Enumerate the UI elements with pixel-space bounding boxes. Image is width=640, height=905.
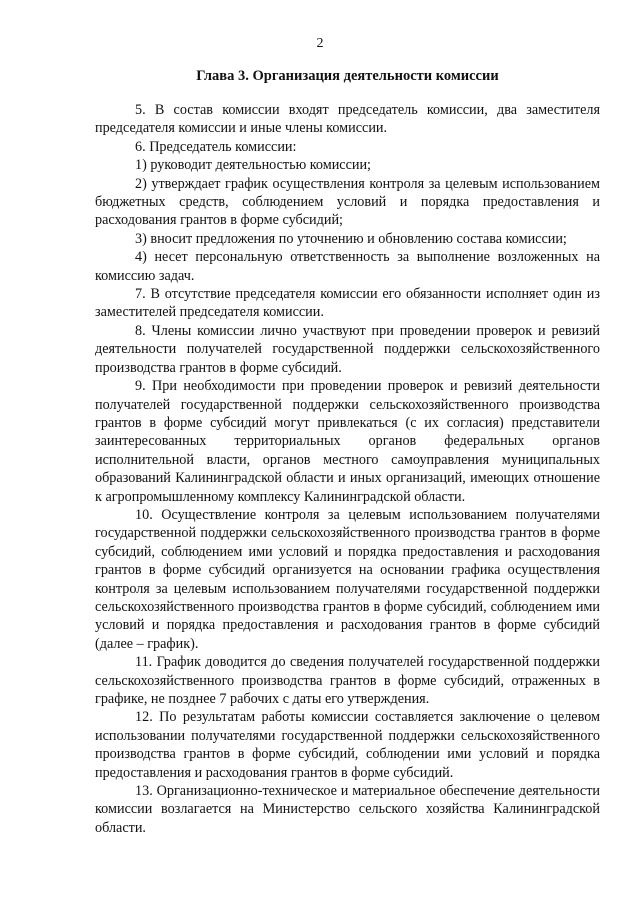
paragraph-6-item-2: 2) утверждает график осуществления контроля за целевым использованием бюджетных средств, соблюдением условий и порядка предоставления и расходования грантов в форме субсидий;	[95, 175, 600, 229]
paragraph-7: 7. В отсутствие председателя комиссии его обязанности исполняет один из заместителей председателя комиссии.	[95, 286, 600, 321]
paragraph-6-item-1: 1) руководит деятельностью комиссии;	[135, 157, 372, 174]
paragraph-6: 6. Председатель комиссии:	[135, 138, 297, 155]
paragraph-9: 9. При необходимости при проведении проверок и ревизий деятельности получателей государственной поддержки сельскохозяйственного производства грантов в форме субсидий могут привлекаться (с их согласия) представители заинтересованных территориальных органов федеральных органов исполнительной власти, органов местного самоуправления муниципальных образований Калининградской области и иных организаций, имеющих отношение к агропромышленному комплексу Калининградской области.	[95, 378, 600, 505]
page-number: 2	[316, 36, 324, 51]
paragraph-10: 10. Осуществление контроля за целевым использованием получателями государственной поддержки сельскохозяйственного производства грантов в форме субсидий, соблюдением ими условий и порядка предоставления и расходования грантов в форме субсидий организуется на основании графика осуществления контроля за целевым использованием получателями государственной поддержки сельскохозяйственного производства грантов в форме субсидий, соблюдением ими условий и порядка предоставления и расходования грантов в форме субсидий (далее – график).	[95, 506, 600, 652]
chapter-title: Глава 3. Организация деятельности комиссии	[196, 68, 499, 84]
paragraph-13: 13. Организационно-техническое и материальное обеспечение деятельности комиссии возлагается на Министерство сельского хозяйства Калининградской области.	[95, 783, 600, 836]
paragraph-5: 5. В состав комиссии входят председатель комиссии, два заместителя председателя комиссии и иные члены комиссии.	[95, 102, 600, 137]
paragraph-8: 8. Члены комиссии лично участвуют при проведении проверок и ревизий деятельности получателей государственной поддержки сельскохозяйственного производства грантов в форме субсидий.	[95, 322, 600, 376]
document-body	[95, 101, 600, 837]
paragraph-11: 11. График доводится до сведения получателей государственной поддержки сельскохозяйственного производства грантов в форме субсидий, отраженных в графике, не позднее 7 рабочих с даты его утверждения.	[95, 654, 600, 707]
paragraph-6-item-3: 3) вносит предложения по уточнению и обновлению состава комиссии;	[135, 230, 567, 247]
paragraph-12: 12. По результатам работы комиссии составляется заключение о целевом использовании получателями государственной поддержки сельскохозяйственного производства грантов в форме субсидий, соблюдении ими условий и порядка предоставления и расходования грантов в форме субсидий.	[95, 709, 600, 781]
paragraph-6-item-4: 4) несет персональную ответственность за выполнение возложенных на комиссию задач.	[95, 249, 600, 284]
